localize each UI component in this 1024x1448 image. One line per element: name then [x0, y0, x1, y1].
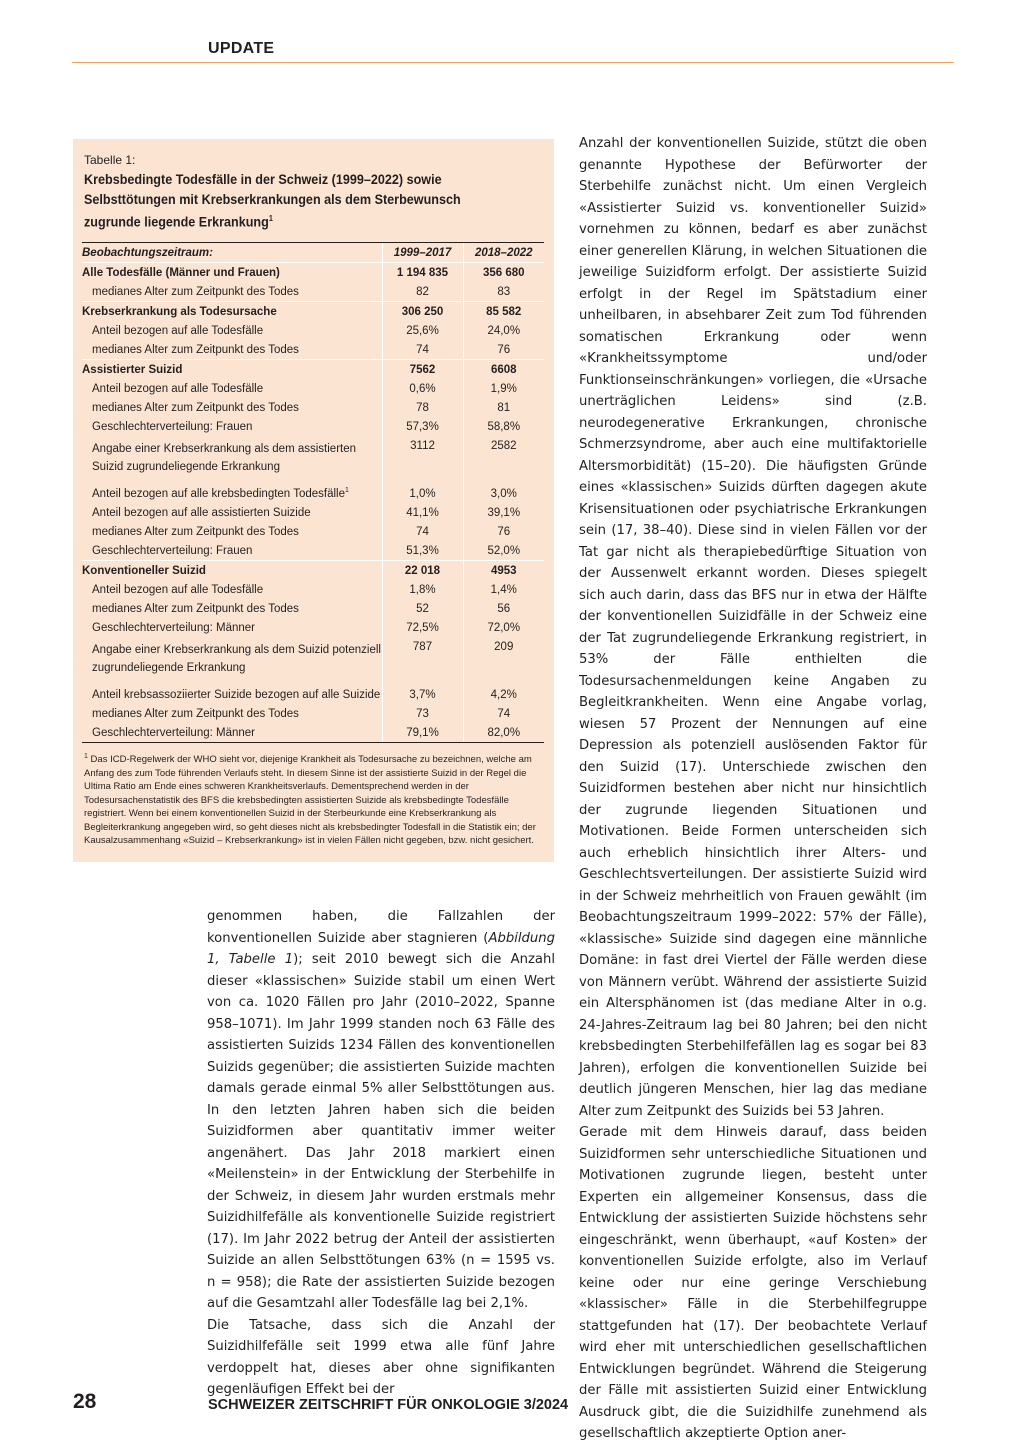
table-cell-1999-2017: 1,8% [382, 580, 463, 599]
table-cell-1999-2017: 3,7% [382, 679, 463, 704]
table-row-label-text: Geschlechterverteilung: Frauen [92, 420, 253, 433]
journal-title: SCHWEIZER ZEITSCHRIFT FÜR ONKOLOGIE 3/2024 [208, 1397, 569, 1413]
table-row [82, 522, 544, 541]
table-row-label-text: Geschlechterverteilung: Frauen [92, 544, 253, 557]
body-column-middle [207, 906, 555, 1401]
table-row-label [82, 302, 382, 322]
table-row-label [82, 263, 382, 283]
table-row-label-text: Anteil bezogen auf alle assistierten Suizide [92, 506, 311, 519]
table-cell-2018-2022: 82,0% [463, 723, 544, 743]
table-cell-2018-2022: 56 [463, 599, 544, 618]
table-header-cell: 1999–2017 [382, 243, 463, 263]
table-cell-1999-2017: 51,3% [382, 541, 463, 561]
table-row-label-text: Anteil bezogen auf alle Todesfälle [92, 324, 264, 337]
table-cell-2018-2022: 356 680 [463, 263, 544, 283]
table-label: Tabelle 1: [84, 153, 136, 167]
table-cell-2018-2022: 3,0% [463, 478, 544, 503]
table-title-sup: 1 [268, 214, 273, 223]
paragraph-text: genommen haben, die Fallzahlen der konventionellen Suizide aber stagnieren ( [207, 909, 555, 946]
table-row-label-text: Anteil krebsassoziierter Suizide bezogen auf alle Suizide [92, 688, 381, 701]
table-row-label-text: medianes Alter zum Zeitpunkt des Todes [92, 343, 299, 356]
table-row-label [82, 360, 382, 380]
table-cell-1999-2017: 52 [382, 599, 463, 618]
table-row-label-text: medianes Alter zum Zeitpunkt des Todes [92, 401, 299, 414]
table-box [73, 139, 554, 862]
table-row [82, 618, 544, 637]
table-row [82, 436, 544, 478]
table-row-label-text: Geschlechterverteilung: Männer [92, 621, 255, 634]
footnote-text: Das ICD-Regelwerk der WHO sieht vor, diejenige Krankheit als Todesursache zu bezeichnen, welche am Anfang des zum Tode führenden Verlaufs steht. In diesem Sinne ist der assistierte Suizid in der Regel die Ultima Ratio am Ende eines schweren Krankheitsverlaufs. Dementsprechend werden in der Todesursachenstatistik des BFS die krebsbedingten assistierten Suizide als krebsbedingte Todesfälle registriert. Wenn bei einem konventionellen Suizid in der Sterbeurkunde eine Krebserkrankung als Begleiterkrankung angegeben wird, so geht dieses nicht als krebsbedingter Todesfall in die Statistik ein; der Kausalzusammenhang «Suizid – Krebserkrankung» ist in vielen Fällen nicht gegeben, bzw. nicht gesichert. [84, 754, 536, 847]
table-row-label-text: Anteil bezogen auf alle Todesfälle [92, 583, 264, 596]
table-row [82, 541, 544, 561]
table-row-label-text: medianes Alter zum Zeitpunkt des Todes [92, 525, 299, 538]
paragraph: Anzahl der konventionellen Suizide, stützt die oben genannte Hypothese der Befürworter der Sterbehilfe zunächst nicht. Um einen Vergleich «Assistierter Suizid vs. konventioneller Suizid» vornehmen zu können, bedarf es aber zunächst einer generellen Klärung, in welchen Situationen die jeweilige Suizidform erfolgt. Der assistierte Suizid erfolgt in der Regel im Spätstadium einer unheilbaren, in absehbarer Zeit zum Tod führenden somatischen Erkrankung oder wenn «Krankheitssymptome und/oder Funktionseinschränkungen» vorliegen, die «Ursache unerträglichen Leidens» sind (z.B. neurodegenerative Erkrankungen, chronische Schmerzsyndrome, aber auch eine multifaktorielle Altersmorbidität) (15–20). Die häufigsten Gründe eines «klassischen» Suizids dürften dagegen akute Krisensituationen oder psychiatrische Erkrankungen sein (17, 38–40). Diese sind in vielen Fällen vor der Tat gar nicht als therapiebedürftige Situation von der Aussenwelt erkannt worden. Dieses spiegelt sich auch darin, dass das BFS nur in etwa der Hälfte der konventionellen Suizidfälle in der Schweiz eine der Tat zugrundeliegende Erkrankung registriert, in 53% der Fälle enthielten die Todesursachenmeldungen keine Angaben zu Begleitkrankheiten. Wenn eine Angabe vorlag, wiesen 57 Prozent der Nennungen auf eine Depression als potenziell auslösenden Faktor für den Suizid (17). Unterschiede zwischen den Suizidformen bestehen aber nicht nur hinsichtlich der zugrunde liegenden Situationen und Motivationen. Beide Formen unterscheiden sich auch erheblich hinsichtlich ihrer Alters- und Geschlechtsverteilungen. Der assistierte Suizid wird in der Schweiz mehrheitlich von Frauen gewählt (im Beobachtungszeitraum 1999–2022: 57% der Fälle), «klassische» Suizide sind dagegen eine männliche Domäne: in fast drei Viertel der Fälle werden diese von Männern verübt. Während der assistierte Suizid ein Altersphänomen ist (das mediane Alter in o.g. 24-Jahres-Zeitraum lag bei 80 Jahren; bei den nicht krebsbedingten Sterbehilfefällen lag es sogar bei 83 Jahren), erfolgen die konventionellen Suizide bei deutlich jüngeren Menschen, hier lag das mediane Alter zum Zeitpunkt des Suizids bei 53 Jahren. [579, 136, 927, 1119]
table-title [84, 169, 507, 232]
footnote-sup: 1 [84, 753, 88, 760]
table-cell-2018-2022: 85 582 [463, 302, 544, 322]
table-row-label [82, 321, 382, 340]
table-cell-1999-2017: 79,1% [382, 723, 463, 743]
table-cell-1999-2017: 73 [382, 704, 463, 723]
table-cell-1999-2017: 1,0% [382, 478, 463, 503]
table-row [82, 679, 544, 704]
table-row-label-sup: 1 [344, 487, 349, 495]
table-row [82, 360, 544, 380]
table-cell-1999-2017: 74 [382, 522, 463, 541]
table-row [82, 723, 544, 743]
table-row-label [82, 618, 382, 637]
table-row-label [82, 522, 382, 541]
table-row [82, 302, 544, 322]
table-row-label-text: medianes Alter zum Zeitpunkt des Todes [92, 602, 299, 615]
table-row [82, 379, 544, 398]
table-row-label [82, 679, 382, 704]
table-cell-2018-2022: 81 [463, 398, 544, 417]
table-row [82, 599, 544, 618]
table-row-label-text: medianes Alter zum Zeitpunkt des Todes [92, 285, 299, 298]
table-row-label [82, 599, 382, 618]
table-cell-1999-2017: 1 194 835 [382, 263, 463, 283]
table-row [82, 417, 544, 436]
table-row-label-text: Konventioneller Suizid [82, 564, 206, 577]
section-label: UPDATE [208, 40, 275, 57]
header-rule [72, 62, 954, 63]
table-cell-2018-2022: 58,8% [463, 417, 544, 436]
data-table [82, 242, 544, 743]
table-header-row [82, 243, 544, 263]
table-header-cell: Beobachtungszeitraum: [82, 243, 382, 263]
table-cell-2018-2022: 76 [463, 522, 544, 541]
table-row-label [82, 580, 382, 599]
table-cell-1999-2017: 25,6% [382, 321, 463, 340]
table-cell-2018-2022: 72,0% [463, 618, 544, 637]
table-cell-1999-2017: 0,6% [382, 379, 463, 398]
table-cell-1999-2017: 306 250 [382, 302, 463, 322]
paragraph: Gerade mit dem Hinweis darauf, dass beiden Suizidformen sehr unterschiedliche Situationen und Motivationen zugrunde liegen, besteht unter Experten ein allgemeiner Konsensus, dass die Entwicklung der assistierten Suizide höchstens sehr eingeschränkt, wenn überhaupt, «auf Kosten» der konventionellen Suizide erfolgte, also im Verlauf keine oder nur eine geringe Verschiebung «klassischer» Fälle in die Sterbehilfegruppe stattgefunden hat (17). Der beobachtete Verlauf wird eher mit unterschiedlichen gesellschaftlichen Entwicklungen begründet. Während die Steigerung der Fälle mit assistierten Suizid einer Entwicklung Ausdruck gibt, die die Suizidhilfe zunehmend als gesellschaftlich akzeptierte Option aner- [579, 1125, 927, 1441]
table-row-label [82, 704, 382, 723]
table-row-label [82, 503, 382, 522]
table-row-label-text: Angabe einer Krebserkrankung als dem Suizid potenziell zugrundeliegende Erkrankung [92, 644, 381, 674]
table-row [82, 263, 544, 283]
table-cell-1999-2017: 74 [382, 340, 463, 360]
table-row [82, 580, 544, 599]
table-cell-2018-2022: 24,0% [463, 321, 544, 340]
table-row-label-text: Anteil bezogen auf alle Todesfälle [92, 382, 264, 395]
table-row-label [82, 561, 382, 581]
table-row-label-text: Angabe einer Krebserkrankung als dem assistierten Suizid zugrundeliegende Erkrankung [92, 443, 357, 473]
table-row-label [82, 417, 382, 436]
table-row-label-text: Geschlechterverteilung: Männer [92, 726, 255, 739]
table-row-label [82, 436, 382, 478]
table-row-label [82, 282, 382, 302]
table-cell-1999-2017: 787 [382, 637, 463, 679]
paragraph-text: ); seit 2010 bewegt sich die Anzahl dieser «klassischen» Suizide stabil um einen Wert von ca. 1020 Fällen pro Jahr (2010–2022, Spanne 958–1071). Im Jahr 1999 standen noch 63 Fälle des assistierten Suizids 1234 Fällen des konventionellen Suizids gegenüber; die assistierten Suizide machten damals gerade einmal 5% aller Selbsttötungen aus. In den letzten Jahren haben sich die beiden Suizidformen aber quantitativ immer weiter angenähert. Das Jahr 2018 markiert einen «Meilenstein» in der Entwicklung der Sterbehilfe in der Schweiz, in diesem Jahr wurden erstmals mehr Suizidhilfefälle als konventionelle Suizide registriert (17). Im Jahr 2022 betrug der Anteil der assistierten Suizide an allen Selbsttötungen 63% (n = 1595 vs. n = 958); die Rate der assistierten Suizide bezogen auf die Gesamtzahl aller Todesfälle lag bei 2,1%. [207, 952, 555, 1311]
table-row-label-text: Alle Todesfälle (Männer und Frauen) [82, 266, 280, 279]
table-cell-1999-2017: 22 018 [382, 561, 463, 581]
body-column-right [579, 133, 927, 1445]
table-row-label [82, 398, 382, 417]
table-row-label-text: Assistierter Suizid [82, 363, 183, 376]
table-row [82, 398, 544, 417]
table-row [82, 704, 544, 723]
table-cell-1999-2017: 41,1% [382, 503, 463, 522]
table-cell-1999-2017: 7562 [382, 360, 463, 380]
table-row-label [82, 541, 382, 561]
table-header-cell: 2018–2022 [463, 243, 544, 263]
table-row-label [82, 340, 382, 360]
table-cell-2018-2022: 209 [463, 637, 544, 679]
table-cell-2018-2022: 6608 [463, 360, 544, 380]
table-cell-2018-2022: 1,4% [463, 580, 544, 599]
table-row-label [82, 637, 382, 679]
table-row-label-text: Anteil bezogen auf alle krebsbedingten Todesfälle [92, 487, 345, 500]
table-row-label [82, 379, 382, 398]
table-row [82, 637, 544, 679]
table-cell-1999-2017: 72,5% [382, 618, 463, 637]
table-row [82, 561, 544, 581]
table-cell-1999-2017: 82 [382, 282, 463, 302]
table-cell-1999-2017: 78 [382, 398, 463, 417]
table-row-label [82, 478, 382, 503]
table-title-text: Krebsbedingte Todesfälle in der Schweiz (1999–2022) sowie Selbsttötungen mit Krebserkrankungen als dem Sterbewunsch zugrunde liegende Erkrankung [84, 171, 461, 230]
paragraph [207, 906, 555, 1315]
table-footnote [84, 750, 544, 848]
table-cell-1999-2017: 57,3% [382, 417, 463, 436]
table-cell-1999-2017: 3112 [382, 436, 463, 478]
table-row-label [82, 723, 382, 743]
page-number: 28 [73, 1390, 97, 1413]
figure-reference: Abbildung 1, Tabelle 1 [207, 930, 555, 967]
table-row-label-text: Krebserkrankung als Todesursache [82, 305, 277, 318]
table-row-label-text: medianes Alter zum Zeitpunkt des Todes [92, 707, 299, 720]
table-cell-2018-2022: 1,9% [463, 379, 544, 398]
paragraph: Die Tatsache, dass sich die Anzahl der Suizidhilfefälle seit 1999 etwa alle fünf Jahre verdoppelt hat, dieses aber ohne signifikanten gegenläufigen Effekt bei der [207, 1317, 555, 1397]
table-cell-2018-2022: 76 [463, 340, 544, 360]
table-cell-2018-2022: 2582 [463, 436, 544, 478]
table-cell-2018-2022: 74 [463, 704, 544, 723]
table-row [82, 503, 544, 522]
table-row [82, 321, 544, 340]
table-row [82, 340, 544, 360]
table-row [82, 478, 544, 503]
table-cell-2018-2022: 83 [463, 282, 544, 302]
table-row [82, 282, 544, 302]
table-cell-2018-2022: 39,1% [463, 503, 544, 522]
table-cell-2018-2022: 4,2% [463, 679, 544, 704]
table-cell-2018-2022: 4953 [463, 561, 544, 581]
table-cell-2018-2022: 52,0% [463, 541, 544, 561]
